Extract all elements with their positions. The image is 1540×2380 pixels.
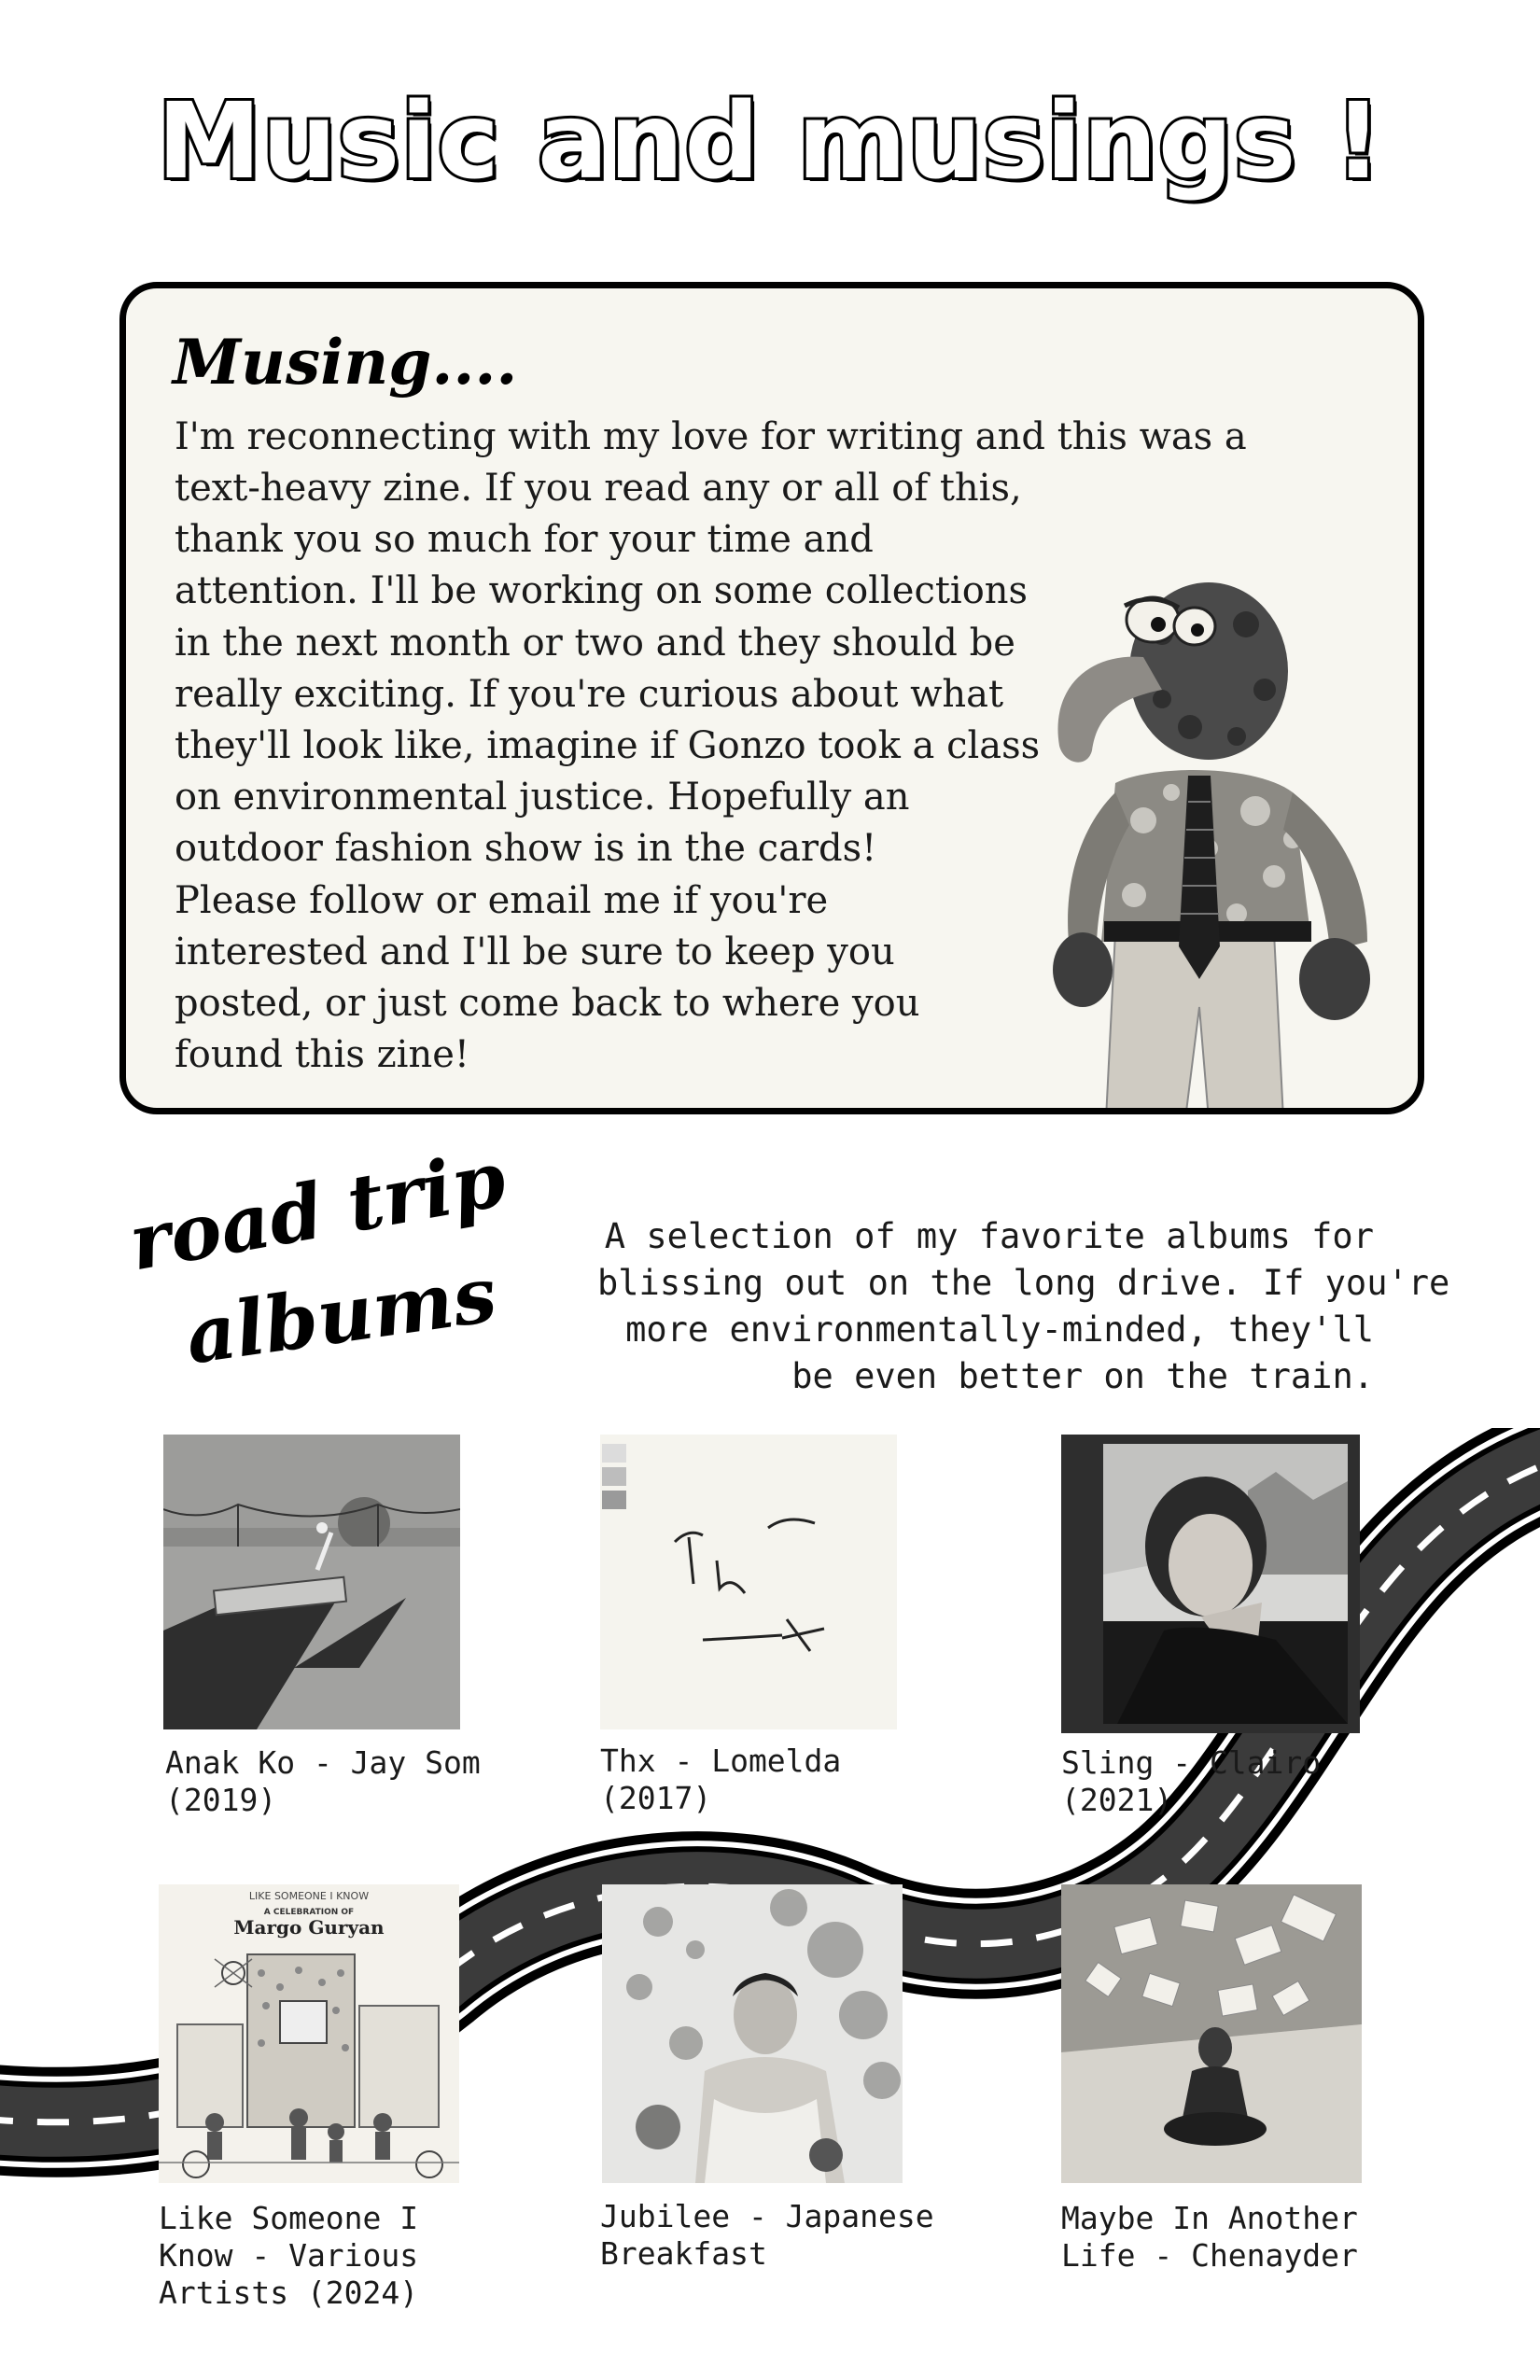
musing-text-line: really exciting. If you're curious about what	[175, 672, 1004, 716]
album-caption-line: Sling - Clairo	[1061, 1744, 1322, 1781]
musing-text-line: posted, or just come back to where you	[175, 982, 920, 1026]
musing-text-line: text-heavy zine. If you read any or all of this,	[175, 467, 1022, 510]
gonzo-illustration	[975, 568, 1423, 1114]
album-cover-thx	[600, 1435, 897, 1729]
album-caption-line: (2017)	[600, 1780, 712, 1816]
album-caption-line: Like Someone I	[159, 2200, 419, 2236]
album-caption	[165, 1744, 481, 1819]
album-caption-line: (2019)	[165, 1782, 277, 1818]
album-caption-line: Breakfast	[600, 2235, 767, 2272]
album-cover-jubilee	[602, 1884, 903, 2183]
section-intro	[597, 1213, 1450, 1400]
album-caption-line: Anak Ko - Jay Som	[165, 1744, 481, 1781]
album-caption-line: Maybe In Another	[1061, 2200, 1358, 2236]
intro-line: A selection of my favorite albums for	[604, 1216, 1374, 1256]
album-cover-sling	[1061, 1435, 1360, 1733]
album-caption-line: (2021)	[1061, 1782, 1173, 1818]
musing-text-line: attention. I'll be working on some collections	[175, 569, 1029, 613]
musing-heading: Musing....	[173, 326, 518, 399]
album-caption-line: Artists (2024)	[159, 2275, 419, 2311]
cover-text: A CELEBRATION OF	[263, 1908, 355, 1917]
musing-text-line: thank you so much for your time and	[175, 518, 874, 562]
album-cover-like-someone-i-know	[159, 1884, 459, 2183]
section-heading-line: road trip	[122, 1134, 512, 1289]
album-caption-line: Jubilee - Japanese	[600, 2198, 934, 2234]
album-caption	[159, 2200, 418, 2312]
album-caption-line: Life - Chenayder	[1061, 2237, 1358, 2274]
page-title: Music and musings !	[157, 81, 1383, 203]
album-caption-line: Know - Various	[159, 2237, 419, 2274]
musing-text-line: they'll look like, imagine if Gonzo took a class	[175, 724, 1041, 768]
album-cover-maybe-in-another-life	[1061, 1884, 1362, 2183]
musing-text	[175, 463, 1040, 1081]
intro-line: be even better on the train.	[791, 1356, 1374, 1396]
album-caption	[1061, 1744, 1321, 1819]
album-caption	[1061, 2200, 1358, 2275]
album-cover-anak-ko	[163, 1435, 460, 1729]
cover-text: LIKE SOMEONE I KNOW	[248, 1890, 370, 1902]
intro-line: more environmentally-minded, they'll	[625, 1309, 1374, 1350]
intro-line: blissing out on the long drive. If you're	[597, 1263, 1450, 1303]
section-heading-line: albums	[180, 1249, 502, 1382]
musing-text-line: I'm reconnecting with my love for writing and this was a	[175, 415, 1247, 458]
musing-text-line: found this zine!	[175, 1033, 469, 1077]
album-caption-line: Thx - Lomelda	[600, 1743, 842, 1779]
musing-text-line: in the next month or two and they should be	[175, 621, 1015, 665]
musing-text-line: outdoor fashion show is in the cards!	[175, 827, 877, 871]
album-caption	[600, 1743, 841, 1817]
cover-text: Margo Guryan	[233, 1916, 385, 1939]
musing-text-line: Please follow or email me if you're	[175, 878, 829, 922]
musing-text-line: on environmental justice. Hopefully an	[175, 776, 910, 819]
album-caption	[600, 2198, 934, 2273]
musing-box	[119, 282, 1424, 1114]
musing-text-line: interested and I'll be sure to keep you	[175, 930, 895, 973]
section-heading	[121, 1134, 541, 1405]
